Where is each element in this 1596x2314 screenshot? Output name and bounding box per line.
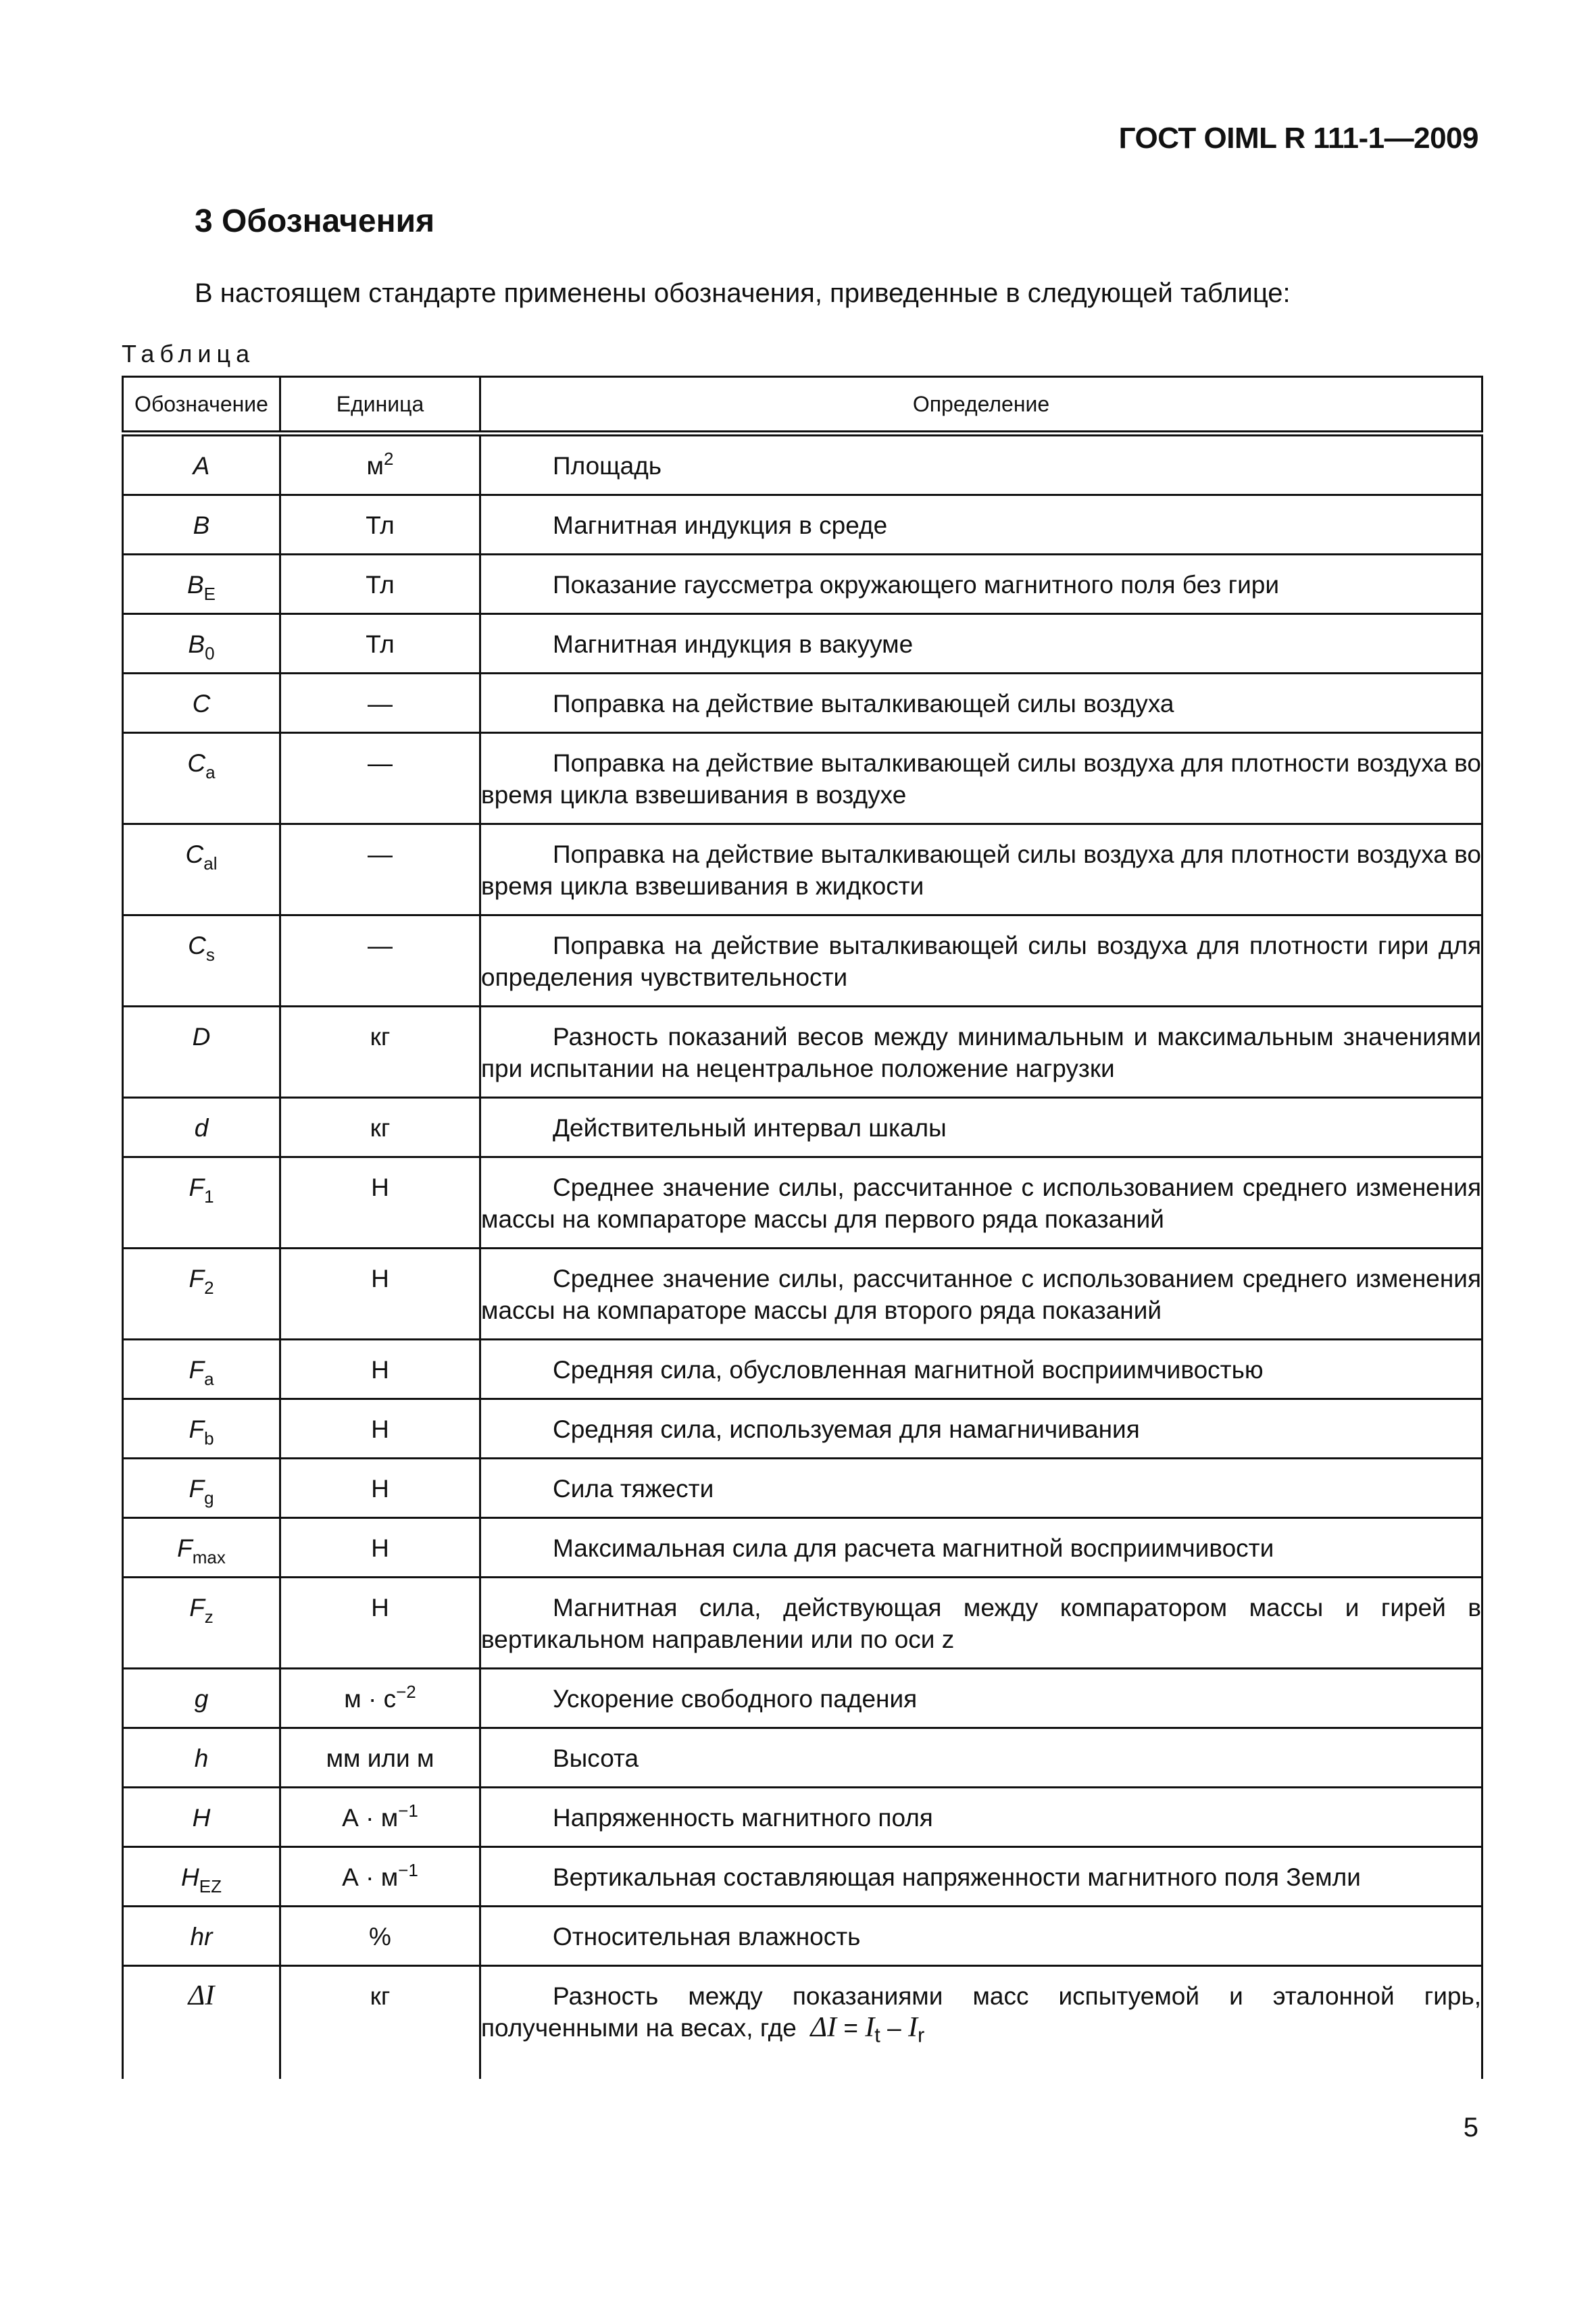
table-row <box>123 1518 1482 1578</box>
symbol-subscript: z <box>204 1607 214 1627</box>
symbol-cell <box>123 674 280 733</box>
symbol-cell <box>123 1669 280 1728</box>
symbols-table <box>122 376 1483 2079</box>
definition: Максимальная сила для расчета магнитной восприимчивости <box>553 1534 1274 1562</box>
definition: Магнитная индукция в среде <box>553 511 888 539</box>
symbol-cell <box>123 915 280 1007</box>
table-row <box>123 614 1482 674</box>
symbol: B <box>193 511 210 539</box>
intro-paragraph: В настоящем стандарте применены обозначения, приведенные в следующей таблице: <box>195 278 1291 308</box>
definition-cell <box>480 1399 1482 1459</box>
document-code: ГОСТ OIML R 111-1—2009 <box>1118 122 1478 155</box>
unit: % <box>369 1923 391 1951</box>
definition: Ускорение свободного падения <box>553 1685 918 1713</box>
formula-eq: = <box>837 2014 866 2042</box>
definition-cell <box>480 614 1482 674</box>
symbol-subscript: al <box>203 853 218 874</box>
table-row <box>123 1340 1482 1399</box>
table-row <box>123 555 1482 614</box>
definition: Разность между показаниями масс испытуемой и эталонной гирь, полученными на весах, где <box>481 1982 1481 2042</box>
symbol-cell <box>123 1459 280 1518</box>
table-row <box>123 674 1482 733</box>
definition-cell <box>480 555 1482 614</box>
unit: Н <box>371 1415 389 1443</box>
symbol-subscript: 1 <box>204 1186 214 1207</box>
table-row <box>123 1098 1482 1157</box>
table-row <box>123 1847 1482 1907</box>
symbol-cell <box>123 495 280 555</box>
table-row <box>123 1966 1482 2080</box>
symbol-subscript: b <box>204 1428 214 1449</box>
table-row <box>123 1249 1482 1340</box>
symbol: C <box>187 749 206 777</box>
table-row <box>123 1157 1482 1249</box>
definition: Показание гауссметра окружающего магнитного поля без гири <box>553 571 1280 599</box>
unit-superscript: −1 <box>398 1860 418 1880</box>
unit-cell <box>280 1847 480 1907</box>
unit-cell <box>280 1907 480 1966</box>
symbol-subscript: g <box>204 1488 214 1508</box>
unit: Тл <box>366 630 395 658</box>
unit-cell <box>280 1669 480 1728</box>
symbol: F <box>189 1265 205 1292</box>
symbol-cell <box>123 1157 280 1249</box>
definition-cell <box>480 915 1482 1007</box>
definition: Поправка на действие выталкивающей силы воздуха для плотности воздуха во время цикла взвешивания в жидкости <box>481 840 1481 900</box>
unit: мм или м <box>326 1744 434 1772</box>
table-row <box>123 1907 1482 1966</box>
symbol-cell <box>123 1788 280 1847</box>
unit-cell <box>280 674 480 733</box>
definition: Площадь <box>553 452 662 480</box>
symbol-cell <box>123 1399 280 1459</box>
symbol-subscript: max <box>192 1547 226 1567</box>
section-title: 3 Обозначения <box>195 203 435 239</box>
symbol: d <box>194 1114 209 1142</box>
definition: Среднее значение силы, рассчитанное с использованием среднего изменения массы на компараторе массы для первого ряда показаний <box>481 1174 1481 1233</box>
unit: Н <box>371 1475 389 1503</box>
page-number: 5 <box>1463 2113 1478 2142</box>
unit: Н <box>371 1265 389 1292</box>
unit-cell <box>280 1157 480 1249</box>
symbol: F <box>189 1594 205 1621</box>
unit-superscript: −1 <box>398 1801 418 1821</box>
unit: — <box>368 840 393 868</box>
definition-cell <box>480 733 1482 824</box>
unit-cell <box>280 824 480 915</box>
formula-minus: – <box>880 2014 908 2042</box>
definition-cell <box>480 1459 1482 1518</box>
unit: Н <box>371 1174 389 1201</box>
definition-cell <box>480 674 1482 733</box>
table-row <box>123 495 1482 555</box>
table-row <box>123 1578 1482 1669</box>
unit: м <box>366 452 384 480</box>
symbol-cell <box>123 555 280 614</box>
definition: Разность показаний весов между минимальным и максимальным значениями при испытании на нецентральное положение нагрузки <box>481 1023 1481 1082</box>
unit: Тл <box>366 511 395 539</box>
symbol-subscript: 2 <box>204 1278 214 1298</box>
definition: Средняя сила, обусловленная магнитной восприимчивостью <box>553 1356 1264 1384</box>
definition-cell <box>480 495 1482 555</box>
table-caption: Таблица <box>122 340 255 368</box>
symbol-cell <box>123 1907 280 1966</box>
definition: Действительный интервал шкалы <box>553 1114 947 1142</box>
table-row <box>123 1788 1482 1847</box>
table-row <box>123 1399 1482 1459</box>
symbol-cell <box>123 1966 280 2080</box>
symbol: C <box>188 932 206 959</box>
symbol-cell <box>123 434 280 495</box>
unit: м · с <box>344 1685 397 1713</box>
unit-cell <box>280 733 480 824</box>
symbol-cell <box>123 733 280 824</box>
definition-cell <box>480 1728 1482 1788</box>
symbol: g <box>194 1685 209 1713</box>
unit-cell <box>280 1966 480 2080</box>
unit: Н <box>371 1594 389 1621</box>
definition-cell <box>480 1098 1482 1157</box>
unit-superscript: −2 <box>396 1682 416 1702</box>
table-row <box>123 1728 1482 1788</box>
formula-lhs: ΔI <box>810 2012 837 2043</box>
table-row <box>123 1459 1482 1518</box>
unit-cell <box>280 495 480 555</box>
symbol: H <box>181 1863 199 1891</box>
unit: кг <box>370 1023 391 1051</box>
unit: А · м <box>342 1804 399 1832</box>
definition: Вертикальная составляющая напряженности магнитного поля Земли <box>553 1863 1361 1891</box>
symbol: F <box>189 1174 205 1201</box>
table-row <box>123 733 1482 824</box>
symbol: C <box>185 840 204 868</box>
unit: — <box>368 690 393 718</box>
definition-cell <box>480 1966 1482 2080</box>
symbol: F <box>177 1534 193 1562</box>
definition-cell <box>480 1847 1482 1907</box>
definition: Сила тяжести <box>553 1475 714 1503</box>
header-unit: Единица <box>280 377 480 434</box>
symbol: B <box>186 571 204 599</box>
definition: Магнитная индукция в вакууме <box>553 630 914 658</box>
unit-superscript: 2 <box>383 449 394 469</box>
symbol-subscript: a <box>205 762 216 782</box>
table-row <box>123 915 1482 1007</box>
symbol-cell <box>123 614 280 674</box>
definition: Поправка на действие выталкивающей силы воздуха для плотности воздуха во время цикла взвешивания в воздухе <box>481 749 1481 809</box>
symbol: F <box>189 1356 205 1384</box>
symbol: h <box>194 1744 209 1772</box>
unit: — <box>368 932 393 959</box>
symbol: F <box>189 1475 205 1503</box>
unit-cell <box>280 1518 480 1578</box>
unit-cell <box>280 1728 480 1788</box>
symbol-cell <box>123 1847 280 1907</box>
symbol-cell <box>123 1098 280 1157</box>
symbol-cell <box>123 1728 280 1788</box>
definition-cell <box>480 1578 1482 1669</box>
header-definition: Определение <box>480 377 1482 434</box>
unit: кг <box>370 1982 391 2010</box>
definition: Относительная влажность <box>553 1923 861 1951</box>
formula-b-sub: r <box>917 2023 925 2047</box>
symbol: A <box>193 452 210 480</box>
definition-cell <box>480 1249 1482 1340</box>
symbol-cell <box>123 1249 280 1340</box>
definition: Среднее значение силы, рассчитанное с использованием среднего изменения массы на компараторе массы для второго ряда показаний <box>481 1265 1481 1324</box>
table-body <box>123 434 1482 2080</box>
table-row <box>123 1007 1482 1098</box>
symbol: D <box>192 1023 211 1051</box>
unit-cell <box>280 1340 480 1399</box>
unit: Н <box>371 1356 389 1384</box>
unit-cell <box>280 1249 480 1340</box>
symbol-subscript: a <box>204 1369 214 1389</box>
formula-b: I <box>907 2012 918 2043</box>
table-row <box>123 434 1482 495</box>
symbol-cell <box>123 1518 280 1578</box>
unit-cell <box>280 1007 480 1098</box>
symbol-cell <box>123 1007 280 1098</box>
definition-cell <box>480 1907 1482 1966</box>
symbol-cell <box>123 1578 280 1669</box>
unit: кг <box>370 1114 391 1142</box>
definition-cell <box>480 824 1482 915</box>
unit-cell <box>280 915 480 1007</box>
formula-a: I <box>865 2012 875 2043</box>
symbol-cell <box>123 824 280 915</box>
header-symbol: Обозначение <box>123 377 280 434</box>
symbol: F <box>189 1415 205 1443</box>
definition-cell <box>480 1669 1482 1728</box>
symbol-subscript: EZ <box>199 1876 222 1896</box>
symbol-subscript: E <box>203 584 216 604</box>
unit-cell <box>280 614 480 674</box>
symbol-subscript: s <box>205 945 215 965</box>
formula-a-sub: t <box>874 2023 880 2047</box>
unit-cell <box>280 1459 480 1518</box>
unit-cell <box>280 434 480 495</box>
symbol: C <box>192 690 211 718</box>
unit: Тл <box>366 571 395 599</box>
unit-cell <box>280 1788 480 1847</box>
unit: Н <box>371 1534 389 1562</box>
definition-cell <box>480 1788 1482 1847</box>
definition-cell <box>480 434 1482 495</box>
definition-cell <box>480 1007 1482 1098</box>
definition-cell <box>480 1340 1482 1399</box>
definition-cell <box>480 1518 1482 1578</box>
symbol: H <box>192 1804 211 1832</box>
definition-cell <box>480 1157 1482 1249</box>
definition: Высота <box>553 1744 639 1772</box>
definition: Поправка на действие выталкивающей силы воздуха для плотности гири для определения чувствительности <box>481 932 1481 991</box>
unit: — <box>368 749 393 777</box>
unit: А · м <box>342 1863 399 1891</box>
unit-cell <box>280 1399 480 1459</box>
unit-cell <box>280 1098 480 1157</box>
definition: Напряженность магнитного поля <box>553 1804 933 1832</box>
table-row <box>123 1669 1482 1728</box>
symbol-cell <box>123 1340 280 1399</box>
symbol: hr <box>190 1923 213 1951</box>
symbol: ΔI <box>188 1980 215 2011</box>
table-row <box>123 824 1482 915</box>
unit-cell <box>280 555 480 614</box>
table-header-row <box>123 377 1482 434</box>
symbol: B <box>188 630 205 658</box>
definition: Средняя сила, используемая для намагничивания <box>553 1415 1140 1443</box>
definition: Магнитная сила, действующая между компаратором массы и гирей в вертикальном направлении или по оси z <box>481 1594 1481 1653</box>
unit-cell <box>280 1578 480 1669</box>
definition: Поправка на действие выталкивающей силы воздуха <box>553 690 1174 718</box>
symbol-subscript: 0 <box>205 643 215 663</box>
